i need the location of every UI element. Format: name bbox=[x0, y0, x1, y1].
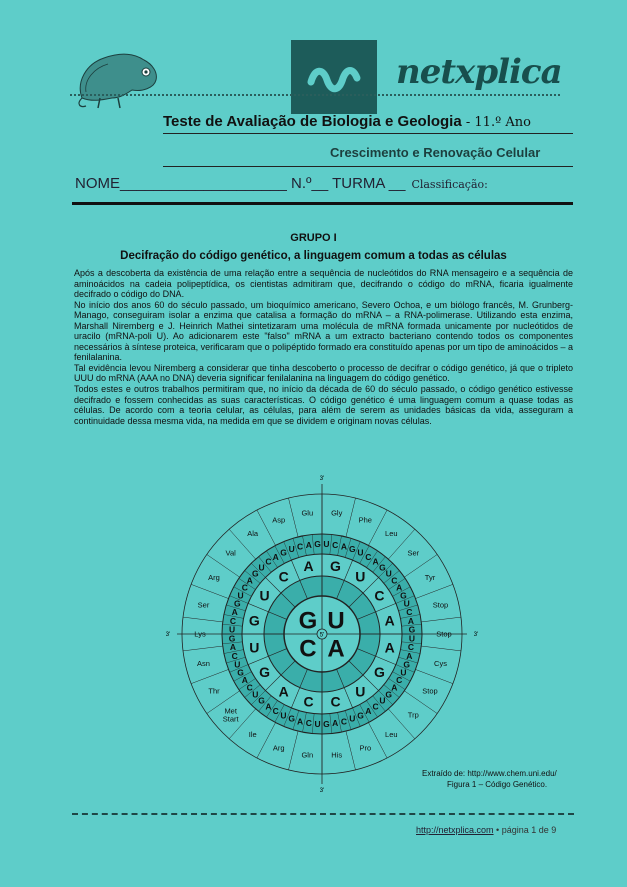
third-base-label: U bbox=[323, 539, 330, 550]
end-label: 3' bbox=[319, 476, 325, 482]
name-number-class-fields: NOME____________________ N.º__ TURMA __ bbox=[75, 175, 406, 192]
third-base-label: G bbox=[408, 624, 416, 635]
third-base-label: C bbox=[406, 607, 413, 618]
amino-divider bbox=[421, 646, 461, 651]
third-base-label: U bbox=[288, 544, 295, 555]
third-base-label: G bbox=[400, 590, 407, 601]
amino-divider bbox=[191, 584, 228, 598]
amino-acid-label: Pro bbox=[359, 743, 372, 753]
second-base-label: U bbox=[355, 683, 366, 700]
amino-divider bbox=[191, 669, 228, 683]
third-base-label: A bbox=[372, 556, 379, 567]
third-base-label: A bbox=[265, 701, 272, 712]
footer-divider bbox=[72, 813, 574, 815]
amino-divider bbox=[288, 498, 298, 537]
paragraph: Após a descoberta da existência de uma relação entre a sequência de nucleótidos do RNA mensageiro e a sequência de aminoácidos na cadeia polipeptídica, os cientistas admitiram que, decifrando o código do mRNA, ficaria igualmente decifrado o código do DNA. bbox=[74, 268, 573, 300]
amino-acid-label: Ala bbox=[247, 529, 259, 539]
third-base-label: G bbox=[280, 547, 287, 558]
third-base-label: U bbox=[252, 689, 259, 700]
brand-name: netxplica bbox=[396, 52, 562, 92]
second-base-label: G bbox=[373, 664, 385, 681]
amino-divider bbox=[183, 617, 223, 622]
end-label: 3' bbox=[473, 632, 479, 638]
page-title: Teste de Avaliação de Biologia e Geologia - 11.º Ano bbox=[163, 113, 531, 130]
third-base-label: A bbox=[231, 607, 238, 618]
amino-acid-label: Glu bbox=[301, 508, 314, 518]
amino-acid-label: Thr bbox=[208, 686, 220, 696]
second-base-label: A bbox=[384, 639, 395, 656]
third-base-label: A bbox=[396, 582, 403, 593]
amino-acid-label: Asp bbox=[272, 515, 286, 525]
amino-divider bbox=[416, 669, 453, 683]
second-base-label: C bbox=[303, 693, 314, 710]
student-info-row bbox=[75, 175, 488, 192]
amino-divider bbox=[288, 731, 298, 770]
third-base-label: A bbox=[241, 675, 248, 686]
third-base-label: C bbox=[297, 541, 304, 552]
wave-icon bbox=[291, 40, 377, 114]
second-base-label: A bbox=[303, 558, 314, 575]
amino-acid-label: Stop bbox=[436, 629, 452, 639]
amino-acid-label: Val bbox=[225, 548, 236, 558]
body-text bbox=[74, 268, 573, 426]
third-base-label: A bbox=[407, 615, 415, 626]
third-base-label: A bbox=[297, 716, 304, 727]
second-base-label: G bbox=[330, 558, 341, 575]
end-label: 3' bbox=[319, 788, 325, 794]
third-base-label: G bbox=[237, 667, 244, 678]
amino-acid-label: Stop bbox=[432, 600, 449, 610]
amino-acid-label: Met bbox=[224, 706, 237, 716]
genetic-code-wheel bbox=[165, 474, 479, 794]
third-base-label: A bbox=[246, 575, 253, 586]
third-base-label: C bbox=[265, 556, 272, 567]
figure-caption: Figura 1 – Código Genético. bbox=[447, 780, 548, 789]
amino-acid-label: Gln bbox=[301, 750, 314, 760]
amino-acid-label: Ser bbox=[197, 600, 210, 610]
third-base-label: U bbox=[379, 695, 386, 706]
third-base-label: U bbox=[229, 624, 236, 635]
second-base-label: U bbox=[259, 587, 270, 604]
header-divider bbox=[70, 94, 560, 96]
title-rule bbox=[163, 133, 573, 134]
footer-link[interactable]: http://netxplica.com bbox=[416, 825, 494, 835]
amino-acid-label: Trp bbox=[407, 710, 419, 720]
third-base-label: U bbox=[357, 547, 364, 558]
third-base-label: U bbox=[403, 598, 410, 609]
amino-acid-label: Gly bbox=[331, 508, 343, 518]
third-base-label: A bbox=[332, 718, 339, 728]
page-number: • página 1 de 9 bbox=[493, 825, 557, 835]
amino-acid-label: His bbox=[331, 750, 343, 760]
subtitle-rule bbox=[163, 166, 573, 167]
center-label: 5' bbox=[319, 632, 325, 639]
second-base-label: G bbox=[259, 664, 271, 681]
classification-label: Classificação: bbox=[411, 178, 488, 191]
amino-acid-label: Cys bbox=[434, 658, 447, 668]
third-base-label: U bbox=[258, 562, 265, 573]
first-base-label: C bbox=[299, 635, 317, 663]
third-base-label: A bbox=[406, 650, 413, 661]
second-base-label: C bbox=[278, 568, 289, 585]
group-label: GRUPO I bbox=[290, 232, 337, 244]
third-base-label: G bbox=[251, 568, 259, 579]
amino-acid-label: Phe bbox=[358, 515, 372, 525]
amino-divider bbox=[346, 731, 356, 770]
paragraph: No início dos anos 60 do século passado, um bioquímico americano, Severo Ochoa, e um biólogo francês, M. Grunberg-Manago, conseguiram isolar a enzima que catalisa a formação do mRNA – a RNA-polimerase. Utilizando esta enzima, Marshall Niremberg e J. Heinrich Mathei sintetizaram uma molécula de mRNA formada unicamente por nucleótidos de uracilo (mRNA-poli U). Ao adicionarem este "falso" mRNA a um extracto bacteriano contendo todos os componentes necessários à síntese proteica, verificaram que o polipéptido formado era constituído apenas por um tipo de aminoácidos – a fenilalanina. bbox=[74, 299, 573, 363]
third-base-label: U bbox=[349, 713, 356, 724]
figure-credit: Extraído de: http://www.chem.uni.edu/ bbox=[422, 769, 557, 778]
paragraph: Tal evidência levou Niremberg a considerar que tinha descoberto o processo de decifrar o código genético, já que o tripleto UUU do mRNA (AAA no DNA) deveria significar fenilalanina na linguagem do código genético. bbox=[74, 362, 573, 384]
third-base-label: G bbox=[233, 598, 241, 609]
first-base-label: G bbox=[298, 607, 318, 635]
third-base-label: G bbox=[348, 544, 356, 555]
third-base-label: G bbox=[357, 710, 364, 721]
third-base-label: U bbox=[280, 710, 287, 721]
third-base-label: G bbox=[323, 718, 330, 729]
third-base-label: U bbox=[234, 659, 241, 670]
amino-divider bbox=[416, 584, 453, 598]
third-base-label: G bbox=[258, 695, 265, 706]
third-base-label: C bbox=[332, 539, 339, 550]
third-base-label: G bbox=[288, 713, 296, 724]
third-base-label: G bbox=[379, 562, 386, 573]
group-heading: Decifração do código genético, a linguagem comum a todas as células bbox=[120, 250, 507, 262]
second-base-label: C bbox=[330, 693, 341, 710]
third-base-label: C bbox=[407, 642, 415, 653]
amino-divider bbox=[368, 723, 387, 758]
amino-acid-label: Arg bbox=[208, 572, 220, 582]
amino-acid-label: Start bbox=[222, 714, 239, 724]
third-base-label: U bbox=[400, 667, 407, 678]
second-base-label: A bbox=[384, 612, 395, 629]
amino-acid-label: Stop bbox=[422, 686, 438, 696]
third-base-label: C bbox=[272, 706, 279, 717]
amino-divider bbox=[183, 646, 223, 651]
first-base-label: U bbox=[327, 607, 345, 635]
third-base-label: U bbox=[408, 633, 415, 644]
third-base-label: C bbox=[396, 675, 403, 686]
third-base-label: A bbox=[272, 551, 279, 562]
footer bbox=[416, 825, 556, 835]
brand-logo bbox=[291, 40, 377, 114]
third-base-label: C bbox=[340, 716, 347, 727]
second-base-label: U bbox=[249, 639, 260, 656]
paragraph: Todos estes e outros trabalhos permitiram que, no início da década de 60 do século passado, o código genético estivesse decifrado e fossem conhecidas as suas características. O código genético é uma linguagem comum a quase todas as células. De acordo com a teoria celular, as células, para além de serem as unidades básicas da vida, asseguram a continuidade dessa mesma vida, na medida em que se dividem e originam novas células. bbox=[74, 384, 573, 426]
third-base-label: G bbox=[403, 659, 411, 670]
third-base-label: C bbox=[372, 701, 379, 712]
section-divider bbox=[72, 202, 573, 205]
third-base-label: C bbox=[246, 682, 253, 693]
first-base-label: A bbox=[327, 635, 345, 663]
third-base-label: A bbox=[305, 539, 312, 550]
third-base-label: G bbox=[228, 633, 236, 644]
third-base-label: U bbox=[314, 718, 321, 729]
amino-acid-label: Arg bbox=[272, 743, 285, 753]
amino-acid-label: Leu bbox=[385, 529, 398, 539]
third-base-label: U bbox=[237, 590, 244, 601]
amino-acid-label: Lys bbox=[194, 629, 206, 639]
amino-divider bbox=[346, 498, 356, 537]
amino-acid-label: Leu bbox=[385, 730, 398, 739]
amino-acid-label: Asn bbox=[197, 658, 210, 668]
page-subtitle: Crescimento e Renovação Celular bbox=[330, 145, 541, 160]
second-base-label: C bbox=[374, 587, 385, 604]
amino-acid-label: Tyr bbox=[424, 572, 436, 582]
third-base-label: A bbox=[340, 541, 347, 552]
third-base-label: C bbox=[241, 582, 248, 593]
third-base-label: C bbox=[305, 718, 312, 728]
amino-divider bbox=[421, 617, 461, 622]
third-base-label: A bbox=[391, 682, 398, 693]
chameleon-illustration bbox=[72, 42, 162, 110]
second-base-label: A bbox=[278, 683, 289, 700]
third-base-label: C bbox=[231, 650, 238, 661]
second-base-label: U bbox=[355, 568, 366, 585]
third-base-label: U bbox=[385, 568, 392, 579]
third-base-label: A bbox=[365, 706, 372, 717]
third-base-label: C bbox=[365, 551, 372, 562]
third-base-label: C bbox=[229, 615, 237, 626]
third-base-label: G bbox=[385, 689, 393, 700]
end-label: 3' bbox=[165, 632, 171, 638]
amino-acid-label: Ile bbox=[248, 730, 257, 739]
amino-acid-label: Ser bbox=[407, 548, 420, 558]
second-base-label: G bbox=[248, 612, 260, 629]
third-base-label: C bbox=[391, 575, 398, 586]
third-base-label: A bbox=[229, 642, 237, 653]
third-base-label: G bbox=[314, 539, 321, 550]
